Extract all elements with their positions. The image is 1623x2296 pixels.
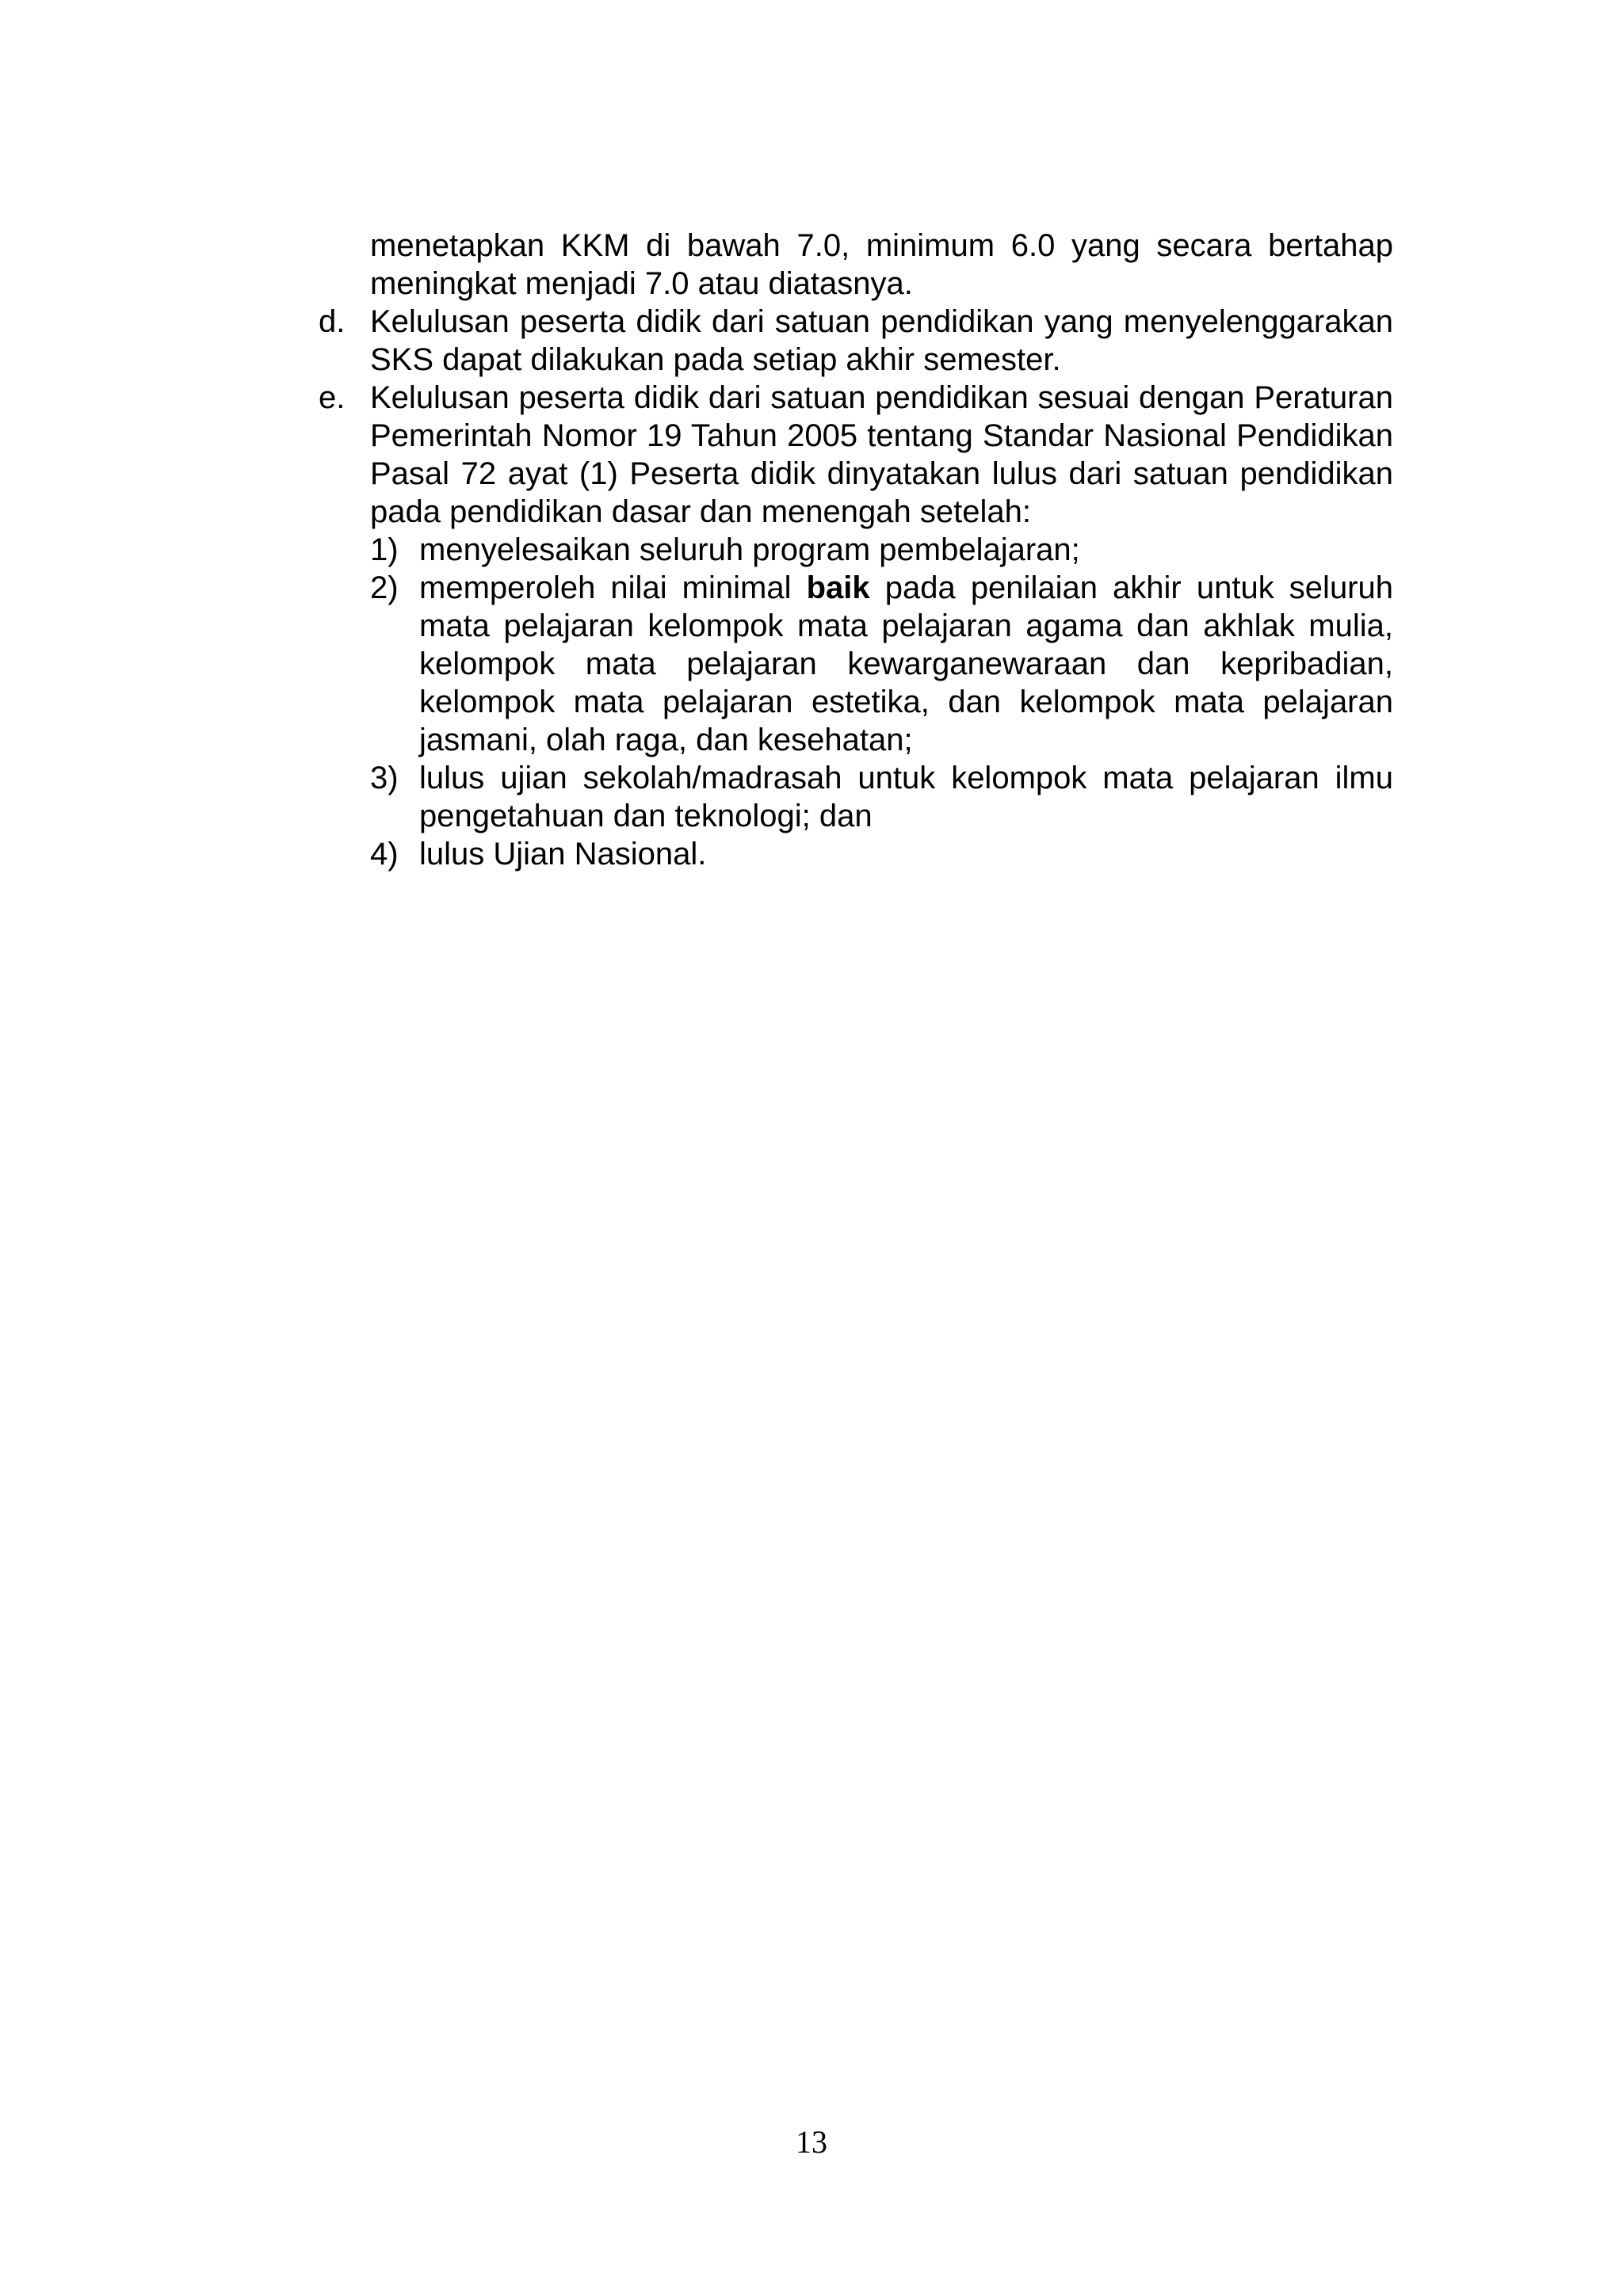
sublist-item-3: [370, 759, 1393, 835]
list-item-d: [319, 303, 1393, 379]
sublist-marker: 1): [370, 532, 399, 567]
sublist-item-text: lulus Ujian Nasional.: [419, 837, 707, 871]
page-number: 13: [796, 2124, 827, 2160]
list-item-e: [319, 379, 1393, 531]
list-item-text: Kelulusan peserta didik dari satuan pendidikan sesuai dengan Peraturan Pemerintah Nomor 19 Tahun 2005 tentang Standar Nasional Pendidikan Pasal 72 ayat (1) Peserta didik dinyatakan lulus dari satuan pendidikan pada pendidikan dasar dan menengah setelah:: [370, 380, 1393, 529]
list-marker: d.: [319, 304, 346, 339]
sublist-marker: 2): [370, 570, 399, 605]
numbered-sublist: [370, 531, 1393, 873]
sublist-text-before: memperoleh nilai minimal: [419, 570, 807, 605]
continuation-paragraph: menetapkan KKM di bawah 7.0, minimum 6.0 yang secara bertahap meningkat menjadi 7.0 atau diatasnya.: [370, 228, 1393, 301]
sublist-item-text: [419, 569, 1393, 759]
sublist-item-1: [370, 531, 1393, 569]
page-content: [319, 227, 1393, 873]
sublist-marker: 3): [370, 761, 399, 795]
list-marker: e.: [319, 380, 346, 415]
sublist-item-text: menyelesaikan seluruh program pembelajaran;: [419, 532, 1080, 567]
sublist-text-after: pada penilaian akhir untuk seluruh mata pelajaran kelompok mata pelajaran agama dan akhlak mulia, kelompok mata pelajaran kewarganewaraan dan kepribadian, kelompok mata pelajaran estetika, dan kelompok mata pelajaran jasmani, olah raga, dan kesehatan;: [419, 570, 1393, 757]
sublist-item-4: [370, 835, 1393, 873]
list-item-text: Kelulusan peserta didik dari satuan pendidikan yang menyelenggarakan SKS dapat dilakukan pada setiap akhir semester.: [370, 304, 1393, 377]
sublist-marker: 4): [370, 837, 399, 871]
sublist-item-2: [370, 569, 1393, 759]
bold-emphasis: baik: [806, 570, 870, 605]
sublist-item-text: lulus ujian sekolah/madrasah untuk kelompok mata pelajaran ilmu pengetahuan dan teknologi; dan: [419, 761, 1393, 833]
